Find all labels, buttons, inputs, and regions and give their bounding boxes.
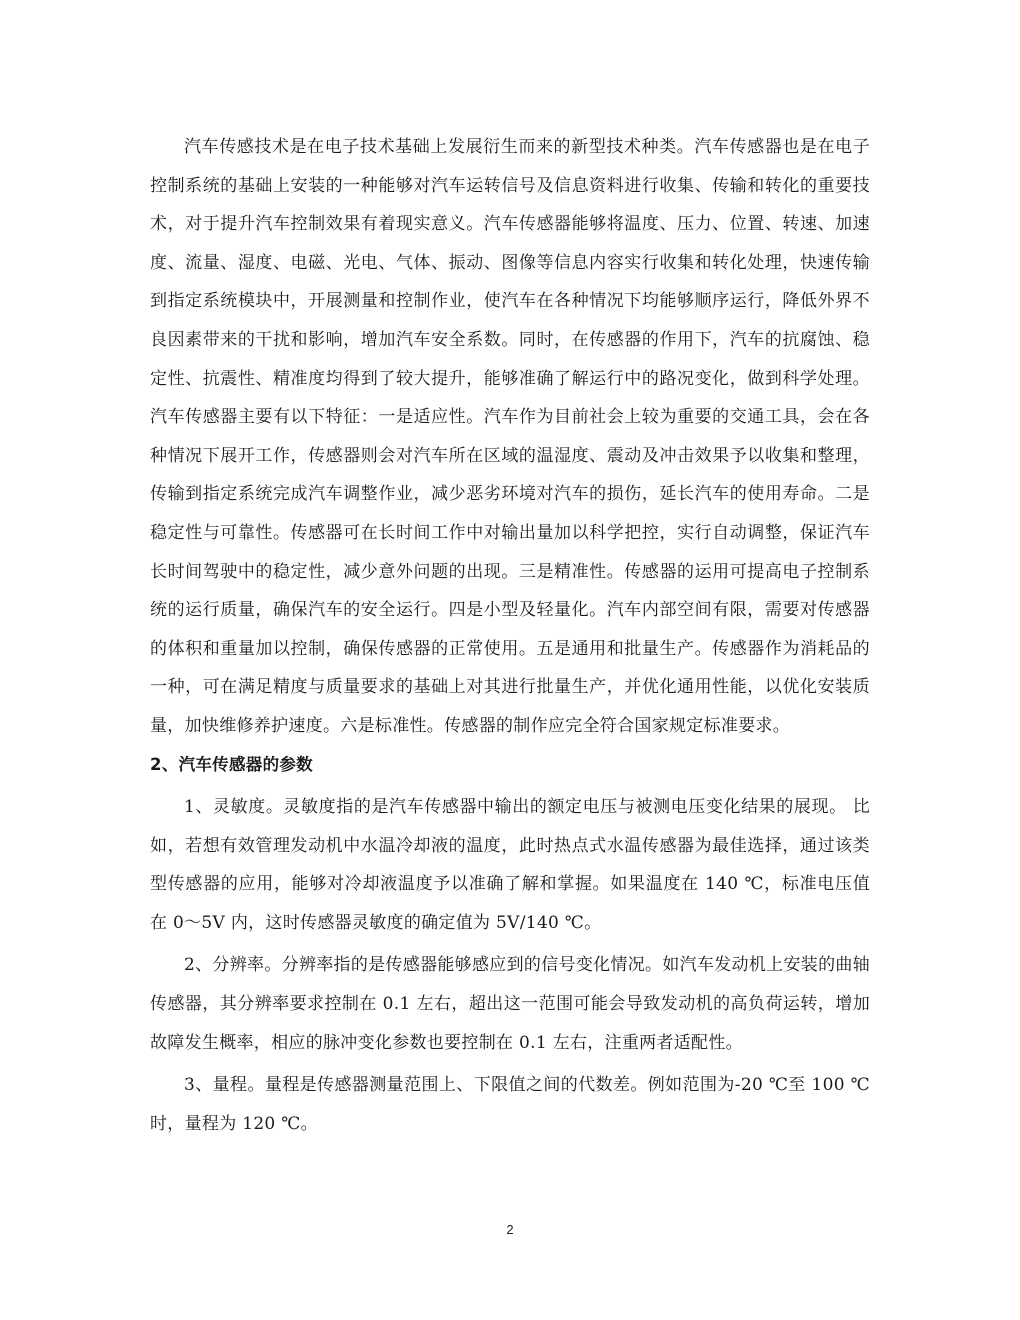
page-body xyxy=(150,128,870,1143)
intro-paragraph: 汽车传感技术是在电子技术基础上发展衍生而来的新型技术种类。汽车传感器也是在电子控制系统的基础上安装的一种能够对汽车运转信号及信息资料进行收集、传输和转化的重要技术，对于提升汽车控制效果有着现实意义。汽车传感器能够将温度、压力、位置、转速、加速度、流量、湿度、电磁、光电、气体、振动、图像等信息内容实行收集和转化处理，快速传输到指定系统模块中，开展测量和控制作业，使汽车在各种情况下均能够顺序运行，降低外界不良因素带来的干扰和影响，增加汽车安全系数。同时，在传感器的作用下，汽车的抗腐蚀、稳定性、抗震性、精准度均得到了较大提升，能够准确了解运行中的路况变化，做到科学处理。汽车传感器主要有以下特征：一是适应性。汽车作为目前社会上较为重要的交通工具，会在各种情况下展开工作，传感器则会对汽车所在区域的温湿度、震动及冲击效果予以收集和整理，传输到指定系统完成汽车调整作业，减少恶劣环境对汽车的损伤，延长汽车的使用寿命。二是稳定性与可靠性。传感器可在长时间工作中对输出量加以科学把控，实行自动调整，保证汽车长时间驾驶中的稳定性，减少意外问题的出现。三是精准性。传感器的运用可提高电子控制系统的运行质量，确保汽车的安全运行。四是小型及轻量化。汽车内部空间有限，需要对传感器的体积和重量加以控制，确保传感器的正常使用。五是通用和批量生产。传感器作为消耗品的一种，可在满足精度与质量要求的基础上对其进行批量生产，并优化通用性能，以优化安装质量，加快维修养护速度。六是标准性。传感器的制作应完全符合国家规定标准要求。 xyxy=(150,137,870,736)
sensitivity-paragraph: 1、灵敏度。灵敏度指的是汽车传感器中输出的额定电压与被测电压变化结果的展现。 比如，若想有效管理发动机中水温冷却液的温度，此时热点式水温传感器为最佳选择，通过该类型传感器的应用，能够对冷却液温度予以准确了解和掌握。如果温度在 140 ℃，标准电压值在 0～5V 内，这时传感器灵敏度的确定值为 5V/140 ℃。 xyxy=(150,797,870,933)
section-heading: 2、汽车传感器的参数 xyxy=(150,754,313,774)
range-paragraph: 3、量程。量程是传感器测量范围上、下限值之间的代数差。例如范围为-20 ℃至 100 ℃时，量程为 120 ℃。 xyxy=(150,1075,870,1134)
page-number: 2 xyxy=(506,1222,514,1237)
resolution-paragraph: 2、分辨率。分辨率指的是传感器能够感应到的信号变化情况。如汽车发动机上安装的曲轴传感器，其分辨率要求控制在 0.1 左右，超出这一范围可能会导致发动机的高负荷运转，增加故障发生概率，相应的脉冲变化参数也要控制在 0.1 左右，注重两者适配性。 xyxy=(150,955,870,1053)
